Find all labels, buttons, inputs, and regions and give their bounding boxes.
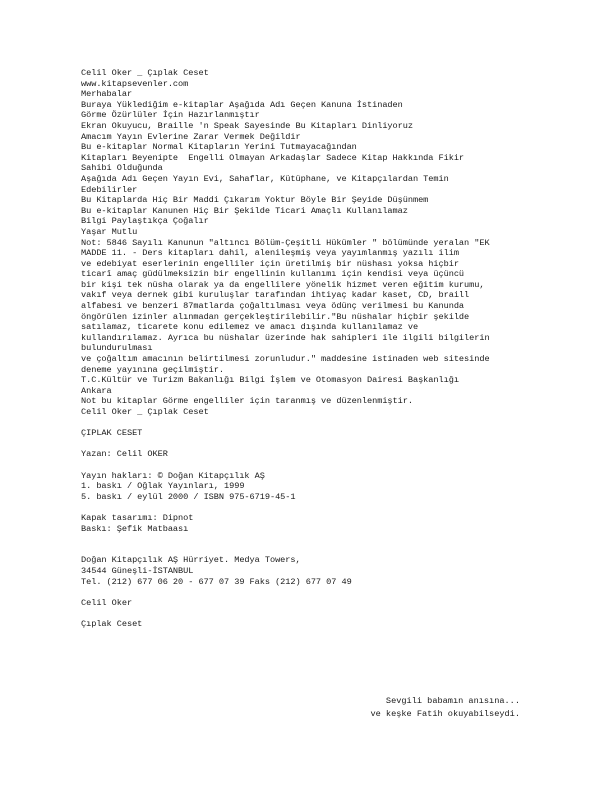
notice-line: Not bu kitaplar Görme engelliler için taranmış ve düzenlenmiştir.: [81, 396, 413, 407]
dedication-line-2: ve keşke Fatih okuyabilseydi.: [370, 708, 520, 719]
notice-line: Buraya Yüklediğim e-kitaplar Aşağıda Adı Geçen Kanuna İstinaden: [81, 99, 403, 110]
copyright-line: Yayın hakları: © Doğan Kitapçılık AŞ: [81, 470, 265, 481]
edition-fifth: 5. baskı / eylül 2000 / ISBN 975-6719-45-1: [81, 491, 296, 502]
notice-line: bir kişi tek nüsha olarak ya da engellilere yönelik hizmet veren eğitim kurumu,: [81, 279, 485, 290]
notice-line: Bu e-kitaplar Kanunen Hiç Bir Şekilde Ticari Amaçlı Kullanılamaz: [81, 205, 408, 216]
publisher-phone: Tel. (212) 677 06 20 - 677 07 39 Faks (212) 677 07 49: [81, 576, 352, 587]
notice-line: ticarî amaç güdülmeksizin bir engellinin kullanımı için kendisi veya üçüncü: [81, 269, 465, 280]
book-name: Çıplak Ceset: [81, 618, 143, 629]
notice-section: [81, 89, 521, 417]
notice-line: Bilgi Paylaştıkça Çoğalır: [81, 216, 209, 227]
notice-line: Amacım Yayın Evlerine Zarar Vermek Değildir: [81, 131, 301, 142]
dedication: [320, 695, 520, 720]
notice-line: T.C.Kültür ve Turizm Bakanlığı Bilgi İşlem ve Otomasyon Dairesi Başkanlığı: [81, 375, 459, 386]
notice-line: Görme Özürlüler İçin Hazırlanmıştır: [81, 110, 260, 121]
notice-line: Kitapları Beyenipte Engelli Olmayan Arkadaşlar Sadece Kitap Hakkında Fikir: [81, 152, 465, 163]
notice-line: bulundurulması: [81, 343, 153, 354]
publisher-address-2: 34544 Güneşli-İSTANBUL: [81, 565, 194, 576]
book-title: ÇIPLAK CESET: [81, 428, 143, 439]
author-line: Yazan: Celil OKER: [81, 449, 168, 460]
print-line: Baskı: Şefik Matbaası: [81, 523, 189, 534]
notice-line: kullandırılamaz. Ayrıca bu nüshalar üzerinde hak sahipleri ile ilgili bilgilerin: [81, 332, 490, 343]
notice-line: Yaşar Mutlu: [81, 226, 138, 237]
notice-line: Not: 5846 Sayılı Kanunun "altıncı Bölüm-Çeşitli Hükümler " bölümünde yeralan "EK: [81, 237, 490, 248]
notice-line: ve çoğaltım amacının belirtilmesi zorunludur." maddesine istinaden web sitesinde: [81, 354, 490, 365]
notice-line: Celil Oker _ Çıplak Ceset: [81, 407, 209, 417]
notice-line: Ankara: [81, 385, 112, 396]
notice-line: vakıf veya dernek gibi kuruluşlar tarafından ihtiyaç kadar kaset, CD, braill: [81, 290, 470, 301]
notice-line: Bu Kitaplarda Hiç Bir Maddi Çıkarım Yoktur Böyle Bir Şeyide Düşünmem: [81, 195, 429, 206]
notice-line: Sahibi Olduğunda: [81, 163, 163, 174]
notice-line: Edebilirler: [81, 184, 138, 195]
notice-line: Bu e-kitaplar Normal Kitapların Yerini Tutmayacağından: [81, 142, 357, 153]
header-author-title: Celil Oker _ Çıplak Ceset: [81, 68, 209, 78]
author-name: Celil Oker: [81, 597, 133, 608]
dedication-line-1: Sevgili babamın anısına...: [385, 696, 520, 706]
notice-line: ve edebiyat eserlerinin engelliler için üretilmiş bir nüshası yoksa hiçbir: [81, 258, 459, 269]
notice-line: deneme yayınına geçilmiştir.: [81, 364, 224, 375]
notice-line: satılamaz, ticarete konu edilemez ve amacı dışında kullanılamaz ve: [81, 322, 419, 333]
cover-design-line: Kapak tasarımı: Dipnot: [81, 512, 194, 523]
notice-line: Merhabalar: [81, 89, 133, 100]
edition-first: 1. baskı / Oğlak Yayınları, 1999: [81, 481, 245, 492]
notice-line: alfabesi ve benzeri 87matlarda çoğaltılması veya ödünç verilmesi bu Kanunda: [81, 301, 465, 312]
publisher-address-1: Doğan Kitapçılık AŞ Hürriyet. Medya Towers,: [81, 555, 301, 566]
notice-line: Aşağıda Adı Geçen Yayın Evi, Sahaflar, Kütüphane, ve Kitapçılardan Temin: [81, 173, 449, 184]
notice-line: Ekran Okuyucu, Braille 'n Speak Sayesinde Bu Kitapları Dinliyoruz: [81, 120, 413, 131]
header-website: www.kitapsevenler.com: [81, 78, 189, 89]
notice-line: MADDE 11. - Ders kitapları dahil, alenileşmiş veya yayımlanmış yazılı ilim: [81, 248, 459, 259]
notice-line: öngörülen izinler alınmadan gerçekleştirilebilir."Bu nüshalar hiçbir şekilde: [81, 311, 470, 322]
document-body: [81, 68, 521, 629]
